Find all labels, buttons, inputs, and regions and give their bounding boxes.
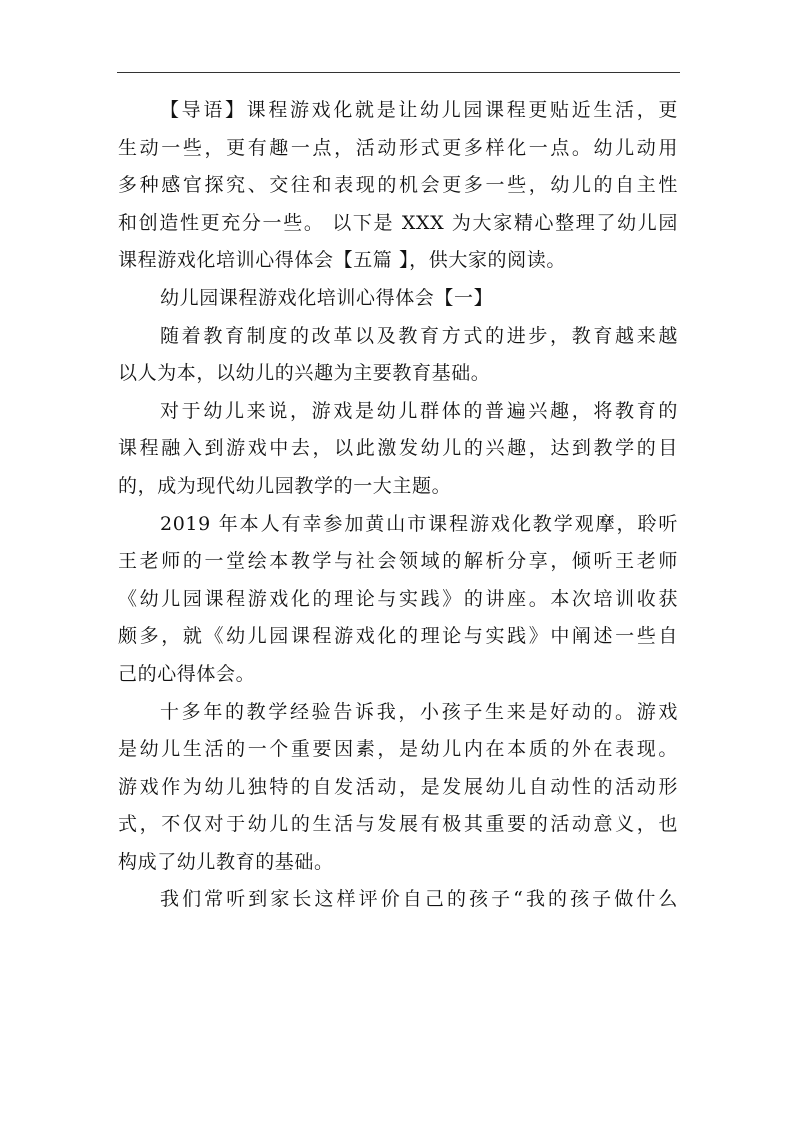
paragraph-line: 课程融入到游戏中去，以此激发幼儿的兴趣，达到教学的目 [118, 437, 678, 460]
paragraph-line: 2019 年本人有幸参加黄山市课程游戏化教学观摩，聆听 [160, 512, 678, 535]
paragraph-line: 游戏作为幼儿独特的自发活动，是发展幼儿自动性的活动形 [118, 775, 678, 798]
intro-paragraph [118, 92, 678, 280]
paragraph-line: 颇多，就《幼儿园课程游戏化的理论与实践》中阐述一些自 [118, 625, 678, 648]
paragraph-line: 以人为本，以幼儿的兴趣为主要教育基础。 [118, 362, 491, 385]
paragraph-line: 十多年的教学经验告诉我，小孩子生来是好动的。游戏 [160, 700, 678, 723]
intro-line: 【导语】课程游戏化就是让幼儿园课程更贴近生活，更 [160, 99, 678, 121]
paragraph-line: 随着教育制度的改革以及教育方式的进步，教育越来越 [160, 324, 678, 347]
paragraph-line: 我们常听到家长这样评价自己的孩子“我的孩子做什么 [160, 888, 678, 911]
paragraph-2 [118, 393, 678, 506]
paragraph-5 [118, 881, 678, 919]
paragraph-line: 王老师的一堂绘本教学与社会领域的解析分享，倾听王老师 [118, 550, 678, 573]
paragraph-line: 式，不仅对于幼儿的生活与发展有极其重要的活动意义，也 [118, 813, 678, 836]
paragraph-1 [118, 318, 678, 393]
paragraph-4 [118, 694, 678, 882]
section-title: 幼儿园课程游戏化培训心得体会【一】 [160, 286, 494, 309]
paragraph-line: 的，成为现代幼儿园教学的一大主题。 [118, 474, 452, 497]
paragraph-line: 对于幼儿来说，游戏是幼儿群体的普遍兴趣，将教育的 [160, 399, 678, 422]
intro-line: 生动一些，更有趣一点，活动形式更多样化一点。幼儿动用 [118, 136, 678, 159]
intro-line: 多种感官探究、交往和表现的机会更多一些，幼儿的自主性 [118, 174, 678, 197]
paragraph-3 [118, 506, 678, 694]
document-body [118, 92, 678, 919]
paragraph-line: 《幼儿园课程游戏化的理论与实践》的讲座。本次培训收获 [118, 587, 678, 610]
paragraph-line: 构成了幼儿教育的基础。 [118, 850, 334, 873]
paragraph-line: 己的心得体会。 [118, 662, 256, 685]
intro-line: 课程游戏化培训心得体会【五篇 】，供大家的阅读。 [118, 249, 566, 272]
header-rule [117, 72, 680, 73]
paragraph-line: 是幼儿生活的一个重要因素，是幼儿内在本质的外在表现。 [118, 738, 678, 761]
intro-line: 和创造性更充分一些。 以下是 XXX 为大家精心整理了幼儿园 [118, 211, 678, 234]
